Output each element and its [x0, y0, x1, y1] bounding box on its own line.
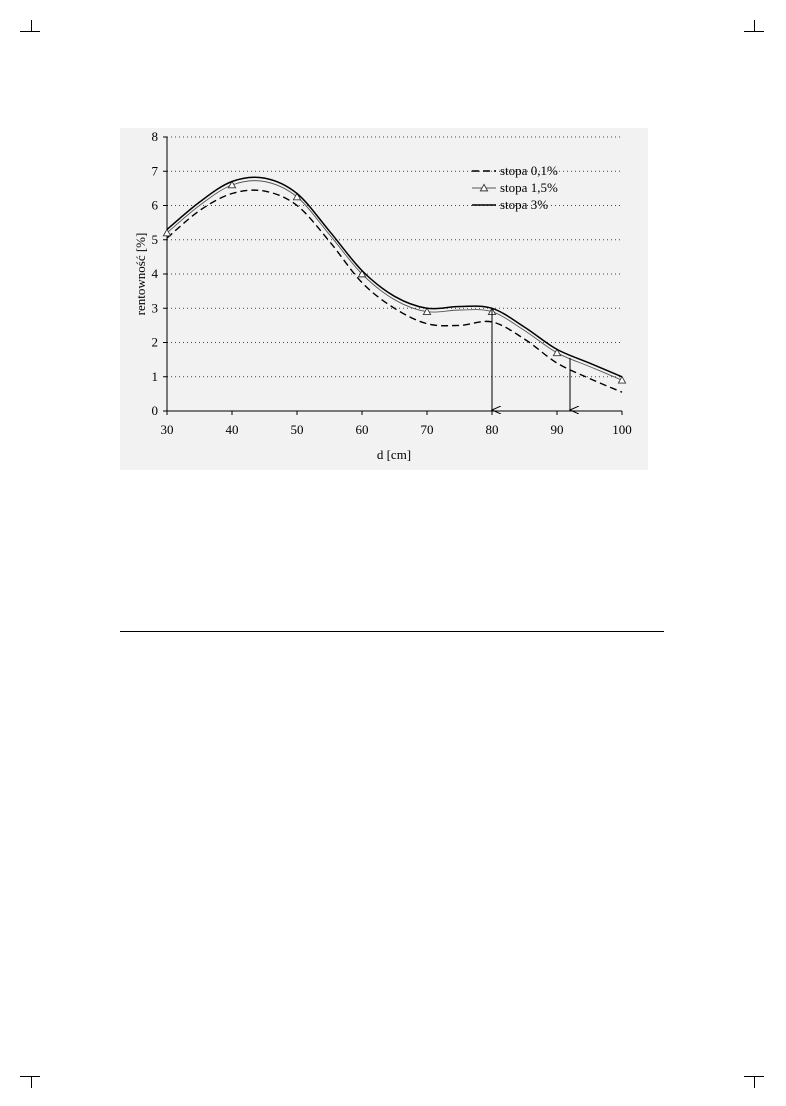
y-tick-label: 1 [151, 368, 158, 384]
x-tick-label: 100 [612, 422, 632, 437]
y-tick-label: 2 [151, 334, 158, 350]
axes [152, 129, 632, 437]
y-tick-label: 0 [151, 403, 158, 418]
annotations [492, 308, 570, 410]
x-tick-label: 40 [225, 422, 239, 437]
y-tick-label: 6 [151, 197, 158, 213]
series-line-1 [167, 190, 622, 392]
series-line-2 [167, 181, 622, 381]
data-point-marker [618, 377, 625, 383]
x-tick-label: 70 [420, 422, 434, 437]
x-tick-label: 50 [290, 422, 304, 437]
series-layer [163, 177, 625, 392]
x-tick-label: 30 [160, 422, 174, 437]
y-tick-label: 7 [151, 163, 158, 179]
y-tick-label: 5 [151, 231, 158, 247]
series-line-3 [167, 177, 622, 377]
x-tick-label: 90 [550, 422, 564, 437]
y-axis-title: rentowność [%] [133, 232, 148, 316]
legend [472, 163, 558, 212]
x-tick-label: 60 [355, 422, 369, 437]
x-axis-title: d [cm] [376, 447, 412, 462]
x-tick-label: 80 [485, 422, 499, 437]
y-tick-label: 4 [151, 266, 158, 281]
legend-label-1: stopa 0,1% [500, 163, 558, 178]
y-tick-label: 8 [151, 129, 158, 144]
legend-label-2: stopa 1,5% [500, 180, 558, 195]
legend-label-3: stopa 3% [500, 197, 549, 212]
page-divider-rule [120, 631, 664, 632]
y-tick-label: 3 [151, 300, 158, 316]
